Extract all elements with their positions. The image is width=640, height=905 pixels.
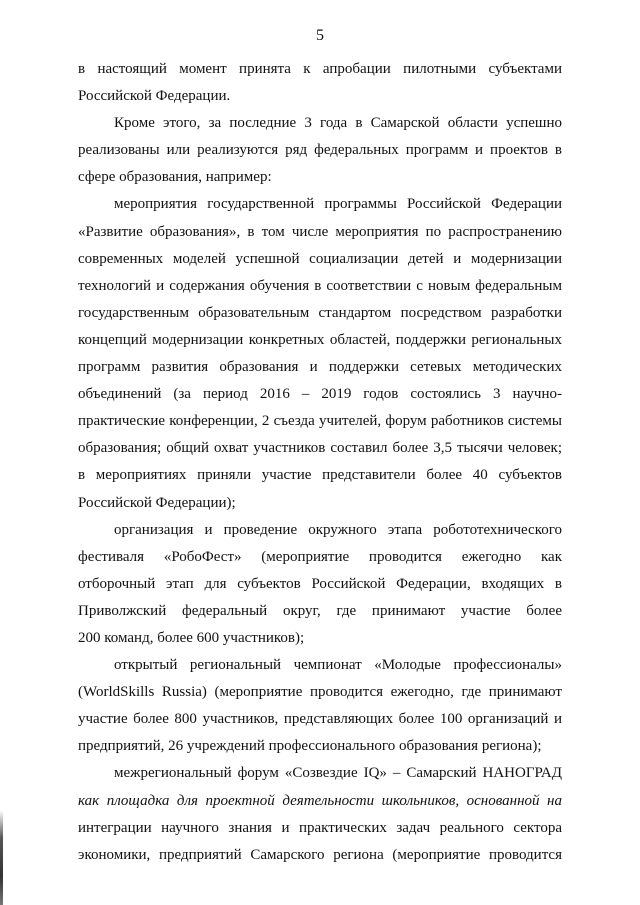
text-line: объединений (за период 2016 – 2019 годов состоялись 3 научно- (78, 386, 562, 403)
text-line: 200 команд, более 600 участников); (78, 629, 305, 646)
text-line: государственным образовательным стандартом посредством разработки (78, 304, 562, 321)
text-line: отборочный этап для субъектов Российской Федерации, входящих в (78, 575, 562, 592)
text-line: межрегиональный форум «Созвездие IQ» – Самарский НАНОГРАД (114, 765, 562, 782)
text-line: программ развития образования и поддержки сетевых методических (78, 359, 562, 376)
document-body (78, 56, 562, 869)
text-line: интеграции научного знания и практических задач реального сектора (78, 819, 562, 836)
text-line: мероприятия государственной программы Российской Федерации (114, 196, 562, 213)
text-line: в мероприятиях приняли участие представители более 40 субъектов (78, 467, 562, 484)
scan-edge-artifact (0, 810, 3, 905)
page-number: 5 (316, 27, 324, 44)
text-line: образования; общий охват участников составил более 3,5 тысячи человек; (78, 440, 562, 457)
text-line: Российской Федерации. (78, 88, 231, 105)
text-line: экономики, предприятий Самарского региона (мероприятие проводится (78, 846, 562, 863)
text-line-italic (78, 788, 562, 815)
text-line: современных моделей успешной социализации детей и модернизации (78, 250, 562, 267)
text-line: сфере образования, например: (78, 169, 272, 186)
text-line: организация и проведение окружного этапа робототехнического (114, 521, 562, 538)
text-line: «Развитие образования», в том числе мероприятия по распространению (78, 223, 562, 240)
text-line: участие более 800 участников, представляющих более 100 организаций и (78, 711, 562, 728)
text-line: реализованы или реализуются ряд федеральных программ и проектов в (78, 142, 562, 159)
text-line: открытый региональный чемпионат «Молодые профессионалы» (114, 657, 562, 674)
text-line: Российской Федерации); (78, 494, 236, 511)
italic-text: как площадка для проектной деятельности школьников, основанной на (78, 792, 562, 809)
text-line: практические конференции, 2 съезда учителей, форум работников системы (78, 413, 562, 430)
text-line: фестиваля «РобоФест» (мероприятие проводится ежегодно как (78, 548, 562, 565)
text-line: Кроме этого, за последние 3 года в Самарской области успешно (114, 115, 562, 132)
text-line: технологий и содержания обучения в соответствии с новым федеральным (78, 277, 562, 294)
text-line: (WorldSkills Russia) (мероприятие проводится ежегодно, где принимают (78, 684, 562, 701)
text-line: Приволжский федеральный округ, где принимают участие более (78, 602, 562, 619)
text-line: в настоящий момент принята к апробации пилотными субъектами (78, 61, 562, 77)
text-line: концепций модернизации конкретных областей, поддержки региональных (78, 331, 562, 348)
text-line: предприятий, 26 учреждений профессионального образования региона); (78, 738, 542, 755)
